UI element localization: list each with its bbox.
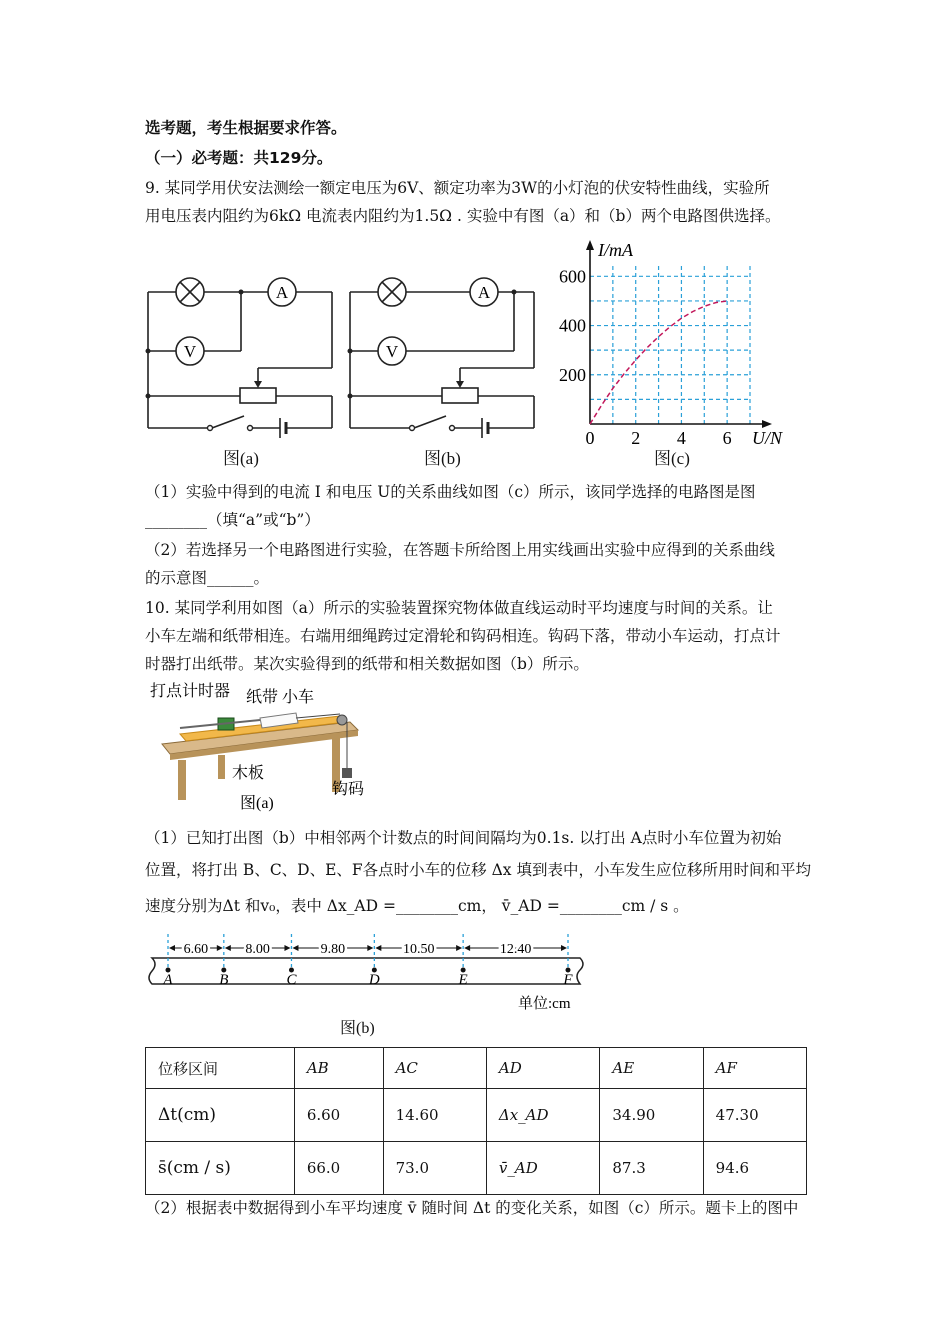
table-row-label: Δt(cm) xyxy=(146,1089,295,1142)
q10-sub1-line3: 速度分别为Δt 和v₀，表中 Δx_AD =________cm， v̄_AD =________cm / s 。 xyxy=(145,897,689,915)
table-cell: 34.90 xyxy=(600,1089,703,1142)
q9-sub2-line1: （2）若选择另一个电路图进行实验，在答题卡所给图上用实线画出实验中应得到的关系曲线 xyxy=(145,541,775,559)
tape-arrow-right xyxy=(217,945,223,951)
tape-arrow-right xyxy=(284,945,290,951)
y-tick-label: 400 xyxy=(559,315,586,336)
series-line xyxy=(590,301,727,424)
tape-segment-label: 12.40 xyxy=(499,942,532,957)
tape-point-label: E xyxy=(458,972,468,988)
ammeter-label: A xyxy=(275,283,289,302)
table-cell: 73.0 xyxy=(383,1142,486,1195)
table-cell: 47.30 xyxy=(703,1089,806,1142)
circuit-diagram-a xyxy=(140,268,340,443)
q10-text-line3: 时器打出纸带。某次实验得到的纸带和相关数据如图（b）所示。 xyxy=(145,655,589,673)
weight-label: 钩码 xyxy=(332,781,365,798)
tape-point-label: B xyxy=(219,972,229,988)
lamp-icon xyxy=(176,278,204,306)
table-row-label: s̄(cm / s) xyxy=(146,1142,295,1195)
timer-label: 打点计时器 xyxy=(150,683,231,700)
table-header-cell: 位移区间 xyxy=(146,1048,295,1089)
table-cell: Δx_AD xyxy=(486,1089,599,1142)
x-axis-label: U/N xyxy=(752,428,783,448)
fig-c-caption: 图(c) xyxy=(654,449,690,468)
x-tick-label: 2 xyxy=(631,428,641,448)
x-tick-label: 6 xyxy=(722,428,732,448)
iu-chart xyxy=(548,238,798,453)
apparatus-diagram xyxy=(150,682,375,812)
fig-a2-caption: 图(a) xyxy=(240,795,274,812)
tape-arrow-left xyxy=(225,945,231,951)
circuit-diagram-b xyxy=(342,268,542,443)
tape-arrow-left xyxy=(292,945,298,951)
q9-sub1-line1: （1）实验中得到的电流 I 和电压 U的关系曲线如图（c）所示，该同学选择的电路图是图 xyxy=(145,483,756,501)
table-row xyxy=(146,1089,807,1142)
tape-diagram xyxy=(140,928,590,1018)
table-cell: 14.60 xyxy=(383,1089,486,1142)
table-row xyxy=(146,1142,807,1195)
table-header-cell: AB xyxy=(294,1048,383,1089)
table-cell: 6.60 xyxy=(294,1089,383,1142)
tape-point-label: D xyxy=(368,972,380,988)
voltmeter-label: V xyxy=(183,342,197,361)
y-axis-arrow xyxy=(586,240,594,250)
tape-arrow-left xyxy=(464,945,470,951)
lamp-icon xyxy=(378,278,406,306)
q10-sub2-line1: （2）根据表中数据得到小车平均速度 v̄ 随时间 Δt 的变化关系，如图（c）所示。题卡上的图中 xyxy=(145,1199,799,1217)
tape-segment-label: 9.80 xyxy=(320,942,346,957)
x-tick-label: 4 xyxy=(676,428,686,448)
x-axis-arrow xyxy=(762,420,772,428)
q10-sub1-line1: （1）已知打出图（b）中相邻两个计数点的时间间隔均为0.1s. 以打出 A点时小车位置为初始 xyxy=(145,829,782,847)
tape-cart-label: 纸带 小车 xyxy=(246,689,315,706)
tape-segment-label: 10.50 xyxy=(402,942,435,957)
section-heading: 选考题，考生根据要求作答。 xyxy=(145,119,347,137)
table-header-cell: AE xyxy=(600,1048,703,1089)
y-tick-label: 200 xyxy=(559,364,586,385)
q10-sub1-line2: 位置，将打出 B、C、D、E、F各点时小车的位移 Δx 填到表中，小车发生应位移所用时间和平均 xyxy=(145,861,811,879)
table-cell: 87.3 xyxy=(600,1142,703,1195)
q10-text-line2: 小车左端和纸带相连。右端用细绳跨过定滑轮和钩码相连。钩码下落，带动小车运动，打点计 xyxy=(145,627,781,645)
table-header-cell: AD xyxy=(486,1048,599,1089)
table-cell: 94.6 xyxy=(703,1142,806,1195)
voltmeter-label: V xyxy=(385,342,399,361)
tape-arrow-left xyxy=(169,945,175,951)
data-table xyxy=(145,1047,807,1195)
table-cell: v̄_AD xyxy=(486,1142,599,1195)
tape-point-label: C xyxy=(286,972,297,988)
tape-arrow-right xyxy=(561,945,567,951)
table-header-cell: AC xyxy=(383,1048,486,1089)
fig-b-caption: 图(b) xyxy=(424,449,461,468)
q9-sub2-line2: 的示意图______。 xyxy=(145,569,270,587)
table-header-cell: AF xyxy=(703,1048,806,1089)
tape-segment-label: 8.00 xyxy=(245,942,270,957)
x-tick-label: 0 xyxy=(585,428,595,448)
fig-b2-caption: 图(b) xyxy=(340,1020,375,1037)
table-cell: 66.0 xyxy=(294,1142,383,1195)
q9-text-line1: 9. 某同学用伏安法测绘一额定电压为6V、额定功率为3W的小灯泡的伏安特性曲线，实验所 xyxy=(145,179,770,197)
ammeter-label: A xyxy=(477,283,491,302)
section-subheading: （一）必考题：共129分。 xyxy=(145,149,333,167)
tape-arrow-left xyxy=(375,945,381,951)
tape-unit-label: 单位:cm xyxy=(518,996,571,1012)
board-label: 木板 xyxy=(232,765,265,782)
q9-text-line2: 用电压表内阻约为6kΩ 电流表内阻约为1.5Ω . 实验中有图（a）和（b）两个电路图供选择。 xyxy=(145,207,781,225)
tape-arrow-right xyxy=(367,945,373,951)
tape-arrow-right xyxy=(456,945,462,951)
tape-point-label: F xyxy=(563,972,573,988)
y-tick-label: 600 xyxy=(559,266,586,287)
y-axis-label: I/mA xyxy=(598,240,633,260)
tape-segment-label: 6.60 xyxy=(183,942,209,957)
fig-a-caption: 图(a) xyxy=(223,449,259,468)
q9-sub1-line2: ________（填“a”或“b”） xyxy=(145,511,320,529)
q10-text-line1: 10. 某同学利用如图（a）所示的实验装置探究物体做直线运动时平均速度与时间的关系。让 xyxy=(145,599,773,617)
table-header-row xyxy=(146,1048,807,1089)
tape-point-label: A xyxy=(163,972,173,988)
